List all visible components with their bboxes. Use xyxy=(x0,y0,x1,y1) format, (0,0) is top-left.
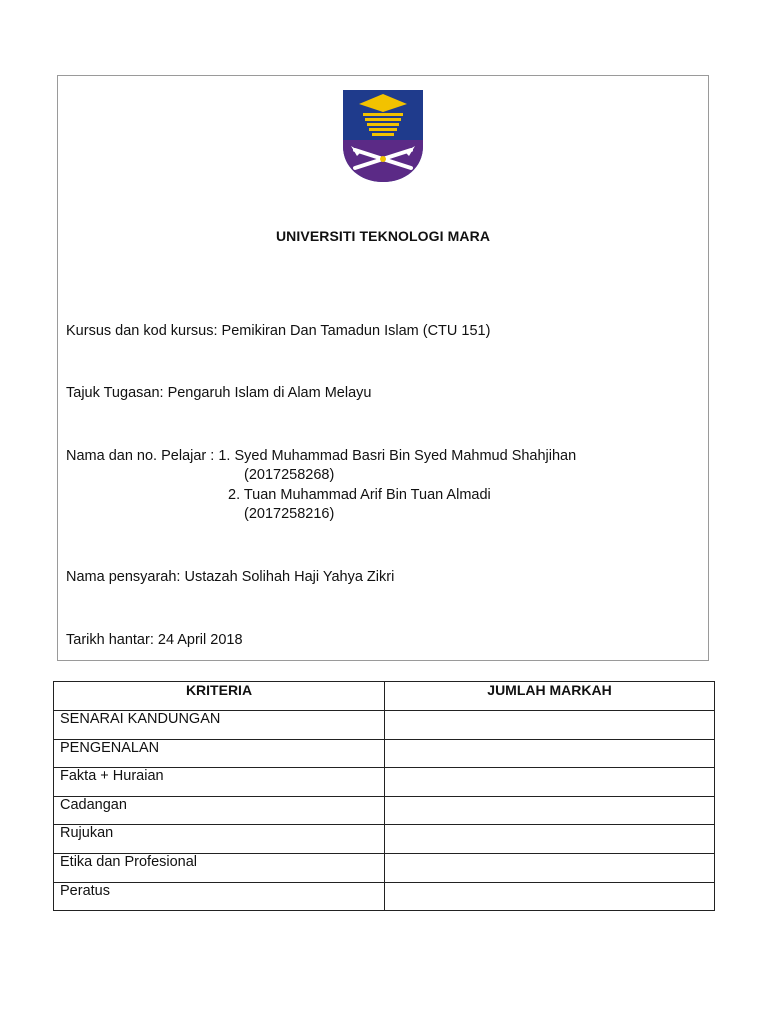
assignment-title-line: Tajuk Tugasan: Pengaruh Islam di Alam Melayu xyxy=(66,385,372,401)
marks-cell xyxy=(385,796,715,825)
criteria-cell: PENGENALAN xyxy=(54,739,385,768)
table-header-row xyxy=(54,682,715,711)
marks-cell xyxy=(385,825,715,854)
table-row xyxy=(54,739,715,768)
marks-cell xyxy=(385,882,715,911)
criteria-cell: Rujukan xyxy=(54,825,385,854)
criteria-cell: Fakta + Huraian xyxy=(54,768,385,797)
submission-date-line: Tarikh hantar: 24 April 2018 xyxy=(66,632,243,648)
table-row xyxy=(54,882,715,911)
marks-cell xyxy=(385,739,715,768)
criteria-cell: Etika dan Profesional xyxy=(54,853,385,882)
table-row xyxy=(54,853,715,882)
marks-cell xyxy=(385,711,715,740)
lecturer-line: Nama pensyarah: Ustazah Solihah Haji Yahya Zikri xyxy=(66,569,395,585)
criteria-cell: Cadangan xyxy=(54,796,385,825)
marks-cell xyxy=(385,853,715,882)
student-id-2: (2017258216) xyxy=(244,506,335,522)
marks-table xyxy=(53,681,715,911)
marks-cell xyxy=(385,768,715,797)
university-title: UNIVERSITI TEKNOLOGI MARA xyxy=(275,228,491,244)
criteria-cell: SENARAI KANDUNGAN xyxy=(54,711,385,740)
table-row xyxy=(54,796,715,825)
student-id-1: (2017258268) xyxy=(244,467,335,483)
course-line: Kursus dan kod kursus: Pemikiran Dan Tamadun Islam (CTU 151) xyxy=(66,323,491,339)
student-line-2: 2. Tuan Muhammad Arif Bin Tuan Almadi xyxy=(228,487,491,503)
student-line-1: Nama dan no. Pelajar : 1. Syed Muhammad Basri Bin Syed Mahmud Shahjihan xyxy=(66,448,577,464)
header-criteria: KRITERIA xyxy=(54,682,385,711)
header-marks: JUMLAH MARKAH xyxy=(385,682,715,711)
uitm-logo xyxy=(341,88,425,184)
table-row xyxy=(54,768,715,797)
criteria-cell: Peratus xyxy=(54,882,385,911)
table-row xyxy=(54,711,715,740)
table-row xyxy=(54,825,715,854)
